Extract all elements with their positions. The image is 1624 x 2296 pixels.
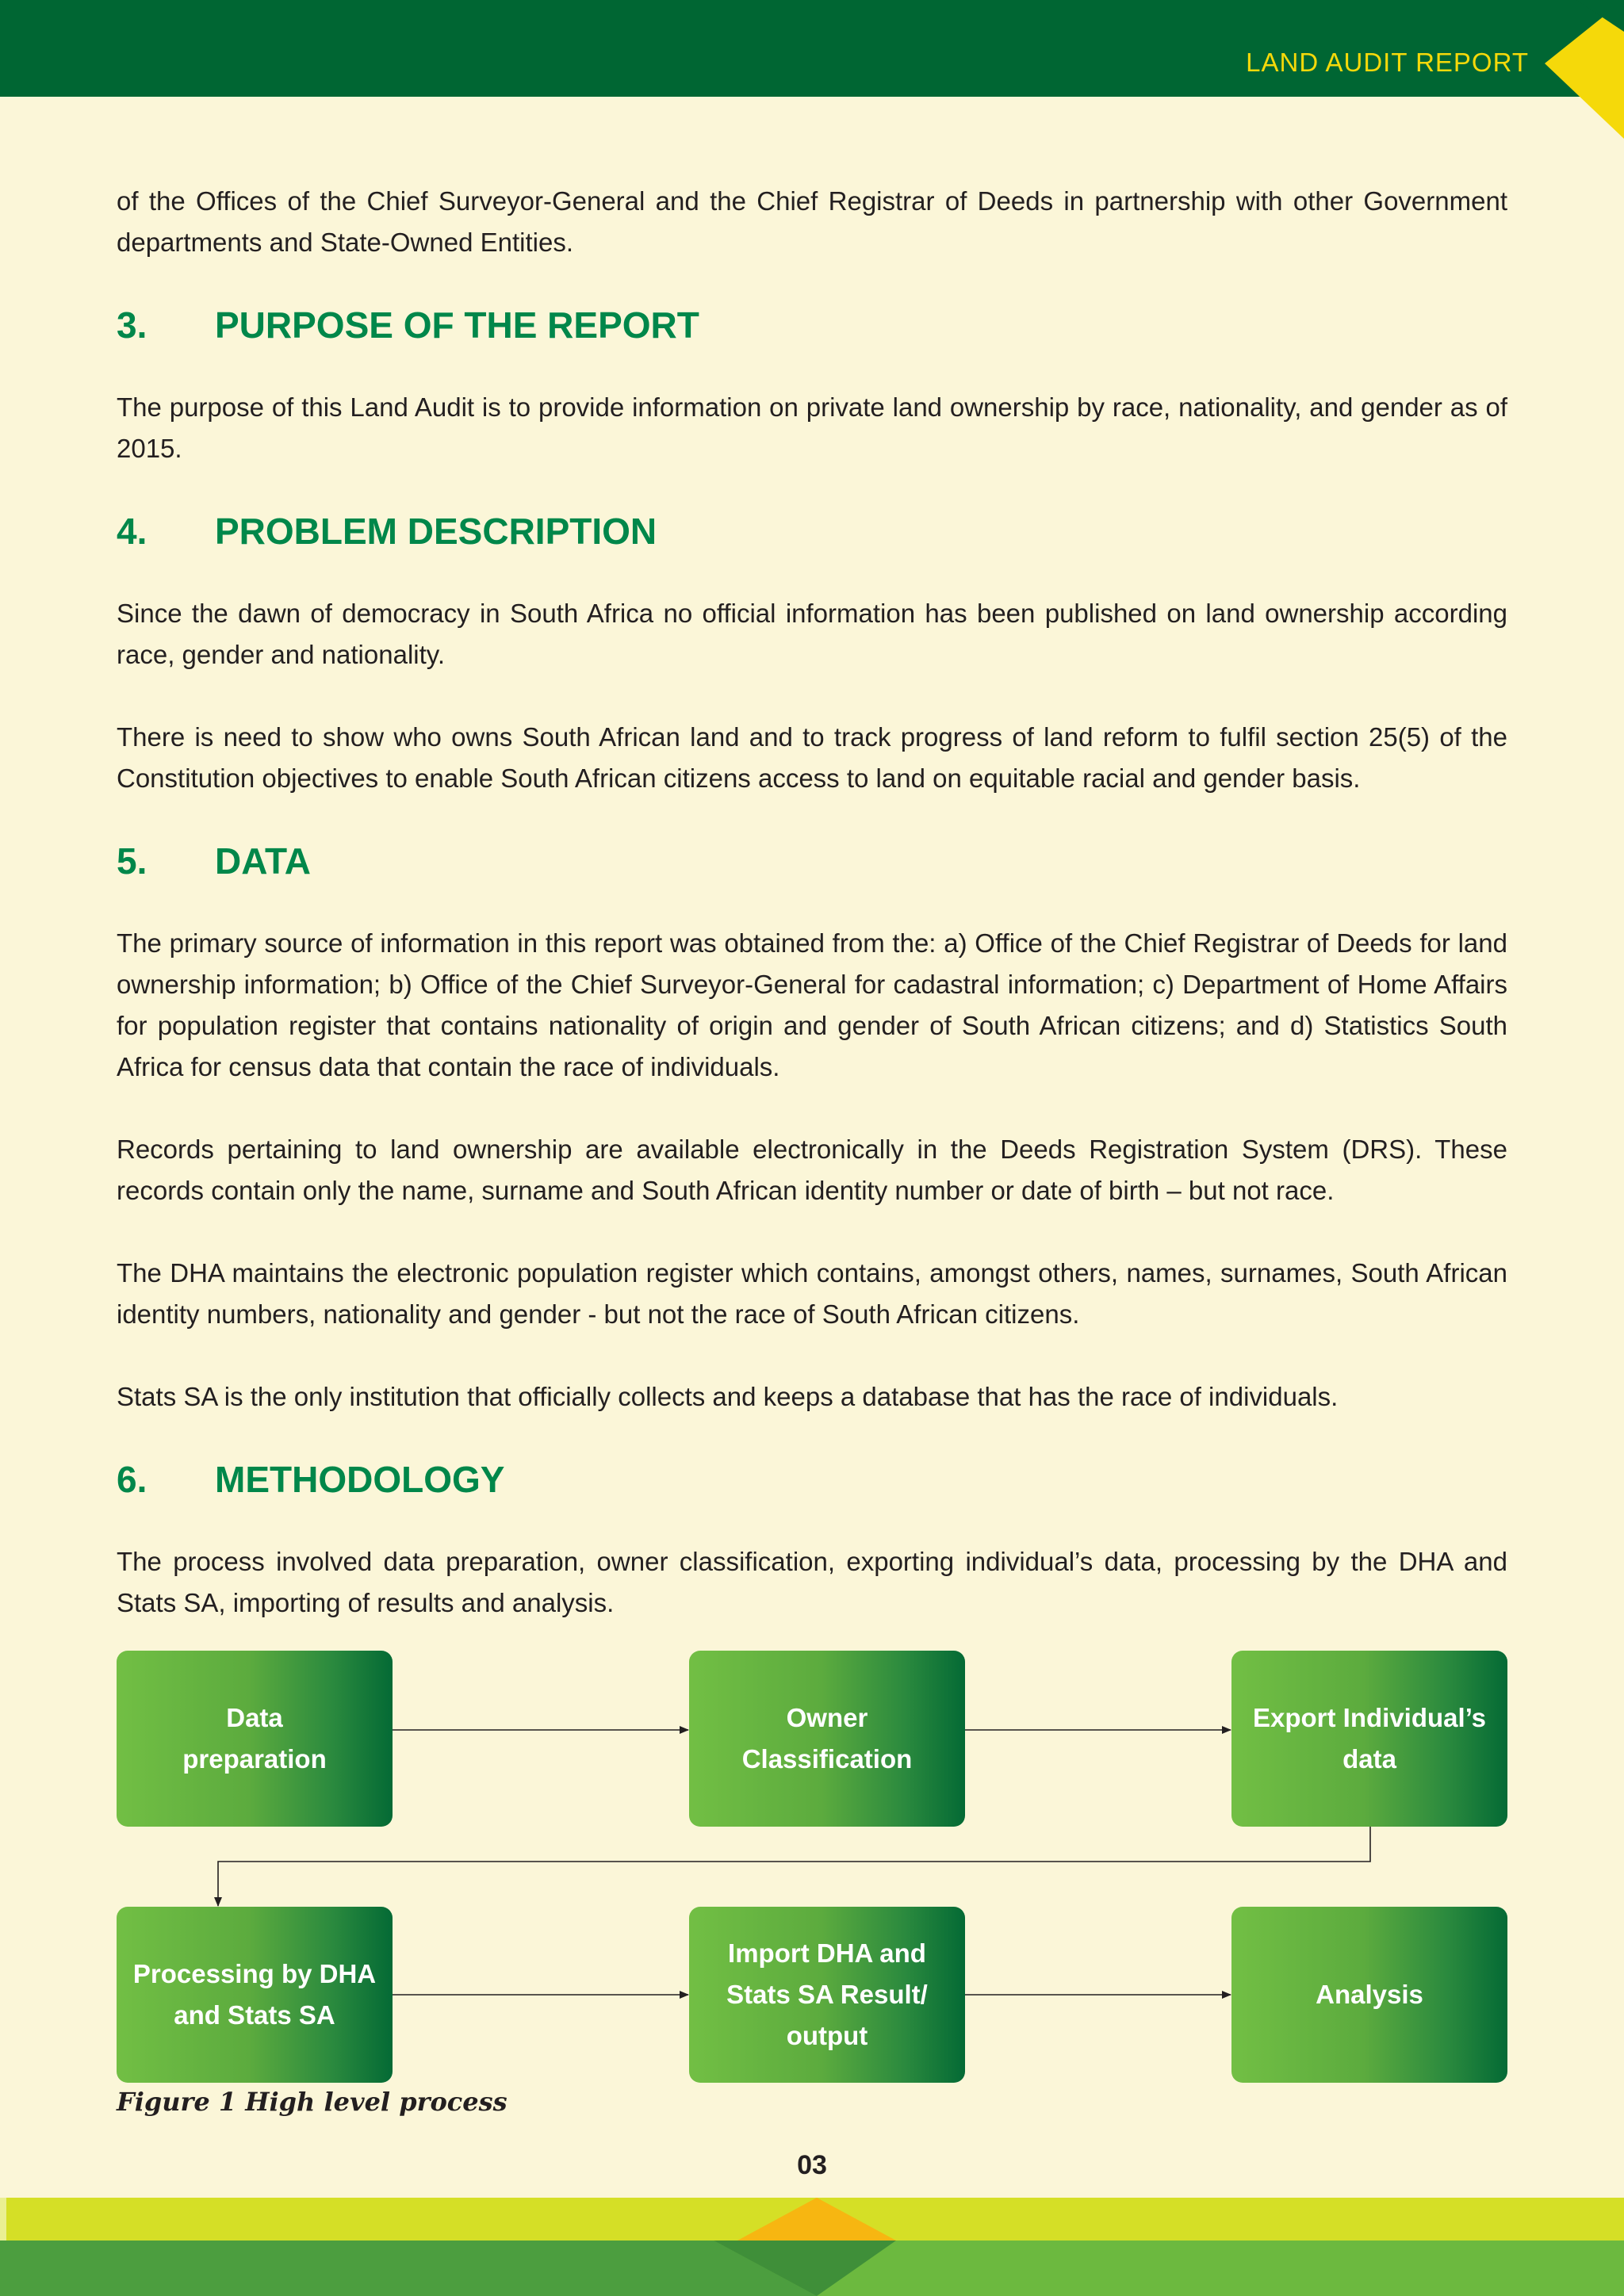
flow-step-label: Analysis: [1316, 1980, 1423, 2009]
arrow-3-to-4: [218, 1827, 1370, 1906]
section-heading-4: [117, 511, 1507, 552]
header-title: LAND AUDIT REPORT: [1246, 48, 1529, 77]
page-content: [117, 181, 1507, 1624]
page-number: 03: [797, 2150, 827, 2180]
flow-step-label: Owner Classification: [741, 1703, 913, 1774]
section-title: DATA: [215, 840, 311, 882]
intro-paragraph: of the Offices of the Chief Surveyor-General and the Chief Registrar of Deeds in partnership with other Government departments and State-Owned Entities.: [117, 186, 1507, 257]
page-header: [0, 0, 1624, 97]
flow-step-import-results: [689, 1907, 965, 2083]
section-title: PURPOSE OF THE REPORT: [215, 304, 699, 346]
section-heading-5: [117, 840, 1507, 882]
section-paragraph: The purpose of this Land Audit is to provide information on private land ownership by race, nationality, and gender as of 2015.: [117, 392, 1507, 463]
flow-step-export-data: [1231, 1651, 1507, 1827]
section-number: 5.: [117, 840, 147, 882]
section-title: PROBLEM DESCRIPTION: [215, 511, 657, 552]
flow-step-label: Import DHA and Stats SA Result/ output: [726, 1938, 928, 2050]
flow-step-owner-classification: [689, 1651, 965, 1827]
flow-step-label: Data preparation: [182, 1703, 327, 1774]
flow-step-data-preparation: [117, 1651, 393, 1827]
section-paragraph: The DHA maintains the electronic population register which contains, amongst others, names, surnames, South African identity numbers, nationality and gender - but not the race of South African citizens.: [117, 1258, 1507, 1329]
flow-step-label: Export Individual’s data: [1253, 1703, 1486, 1774]
section-paragraph: The primary source of information in this report was obtained from the: a) Office of the Chief Registrar of Deeds for land ownership information; b) Office of the Chief Surveyor-General for cadastral information; c) Department of Home Affairs for population register that contains nationality of origin and gender of South African citizens; and d) Statistics South Africa for census data that contain the race of individuals.: [117, 928, 1507, 1081]
flow-step-label: Processing by DHA and Stats SA: [132, 1959, 377, 2030]
section-heading-6: [117, 1459, 1507, 1500]
section-heading-3: [117, 304, 1507, 346]
header-corner-triangle: [1545, 0, 1624, 139]
section-title: METHODOLOGY: [215, 1459, 505, 1500]
flow-step-analysis: [1231, 1907, 1507, 2083]
section-number: 4.: [117, 511, 147, 552]
section-paragraph: Stats SA is the only institution that officially collects and keeps a database that has the race of individuals.: [117, 1382, 1339, 1411]
footer-band: [0, 2198, 1624, 2296]
flow-step-processing: [117, 1907, 393, 2083]
section-paragraph: There is need to show who owns South African land and to track progress of land reform to fulfil section 25(5) of the Constitution objectives to enable South African citizens access to land on equitable racial and gender basis.: [117, 722, 1507, 793]
figure-caption: Figure 1 High level process: [117, 2087, 508, 2117]
section-paragraph: Since the dawn of democracy in South Africa no official information has been published on land ownership according race, gender and nationality.: [117, 599, 1507, 669]
section-paragraph: Records pertaining to land ownership are available electronically in the Deeds Registration System (DRS). These records contain only the name, surname and South African identity number or date of birth – but not race.: [117, 1135, 1507, 1205]
section-paragraph: The process involved data preparation, owner classification, exporting individual’s data, processing by the DHA and Stats SA, importing of results and analysis.: [117, 1547, 1507, 1617]
section-number: 3.: [117, 304, 147, 346]
section-number: 6.: [117, 1459, 147, 1500]
